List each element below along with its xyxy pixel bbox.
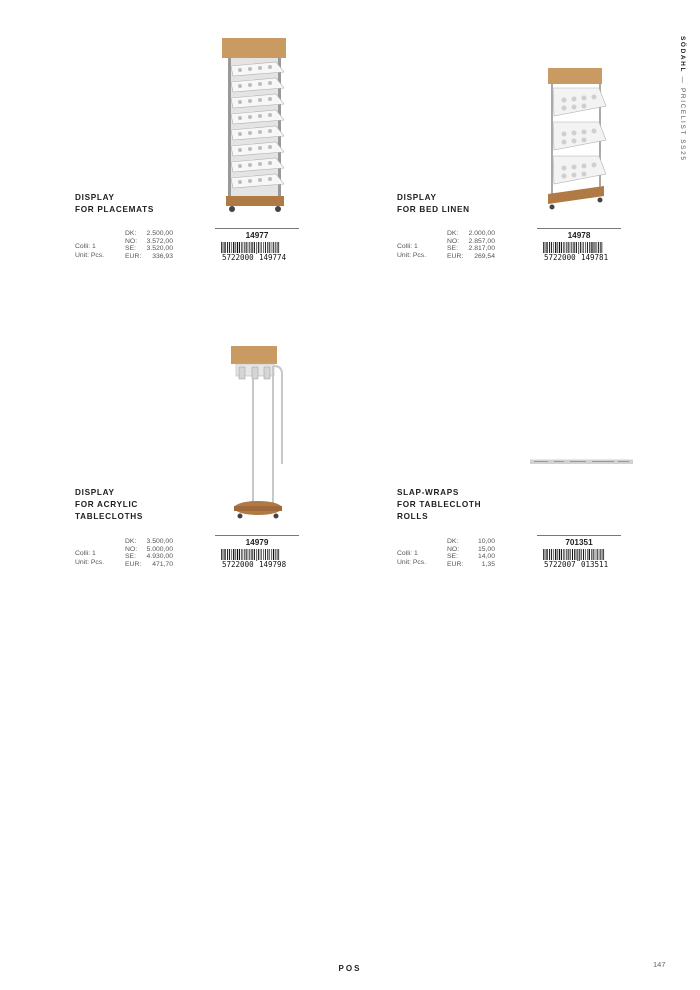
price-list xyxy=(447,230,495,261)
colli-label: Colli: 1 xyxy=(397,550,418,557)
product-code: 14979 xyxy=(245,538,269,547)
price-row: EUR: 269,54 xyxy=(447,253,495,261)
product-title-line: TABLECLOTHS xyxy=(75,512,144,521)
price-row: DK: 10,00 xyxy=(447,538,495,545)
product-title xyxy=(75,192,154,216)
divider xyxy=(537,535,621,536)
product-title xyxy=(397,192,470,216)
ean-part-a: 5722000 xyxy=(222,253,254,262)
unit-label: Unit: Pcs. xyxy=(397,252,427,259)
barcode xyxy=(542,242,616,261)
price-row: EUR: 336,93 xyxy=(125,253,173,261)
price-list xyxy=(125,230,173,261)
price-list xyxy=(447,538,495,569)
product-code: 14977 xyxy=(245,231,269,240)
unit-label: Unit: Pcs. xyxy=(75,252,105,259)
colli-unit xyxy=(397,549,426,567)
unit-label: Unit: Pcs. xyxy=(75,559,105,566)
price-row: NO: 2.857,00 xyxy=(447,237,495,245)
barcode xyxy=(542,549,616,568)
product-title-line: FOR TABLECLOTH xyxy=(397,500,482,509)
ean-part-b: 149798 xyxy=(259,560,287,569)
product-title-line: FOR BED LINEN xyxy=(397,205,470,214)
ean-part-b: 013511 xyxy=(581,560,609,569)
price-row: NO: 15,00 xyxy=(447,545,495,553)
barcode-bar xyxy=(578,242,579,254)
product-title-line: ROLLS xyxy=(397,512,429,521)
barcode-bar xyxy=(256,242,257,254)
brand-name: SÖDAHL xyxy=(679,36,686,74)
colli-unit xyxy=(397,242,426,260)
price-row: SE: 14,00 xyxy=(447,553,495,561)
price-row: EUR: 471,70 xyxy=(125,561,173,569)
product-title xyxy=(397,487,481,523)
colli-label: Colli: 1 xyxy=(397,243,418,250)
product-title-line: SLAP-WRAPS xyxy=(397,488,460,497)
catalog-name: PRICELIST SS25 xyxy=(679,87,686,162)
price-row: SE: 3.520,00 xyxy=(125,245,173,253)
product-card xyxy=(75,192,375,312)
price-row: NO: 5.000,00 xyxy=(125,545,173,553)
ean-part-a: 5722000 xyxy=(544,253,576,262)
ean-part-b: 149774 xyxy=(259,253,287,262)
colli-label: Colli: 1 xyxy=(75,243,96,250)
ean-part-a: 5722000 xyxy=(222,560,254,569)
page-number: 147 xyxy=(653,960,666,969)
price-row: EUR: 1,35 xyxy=(447,561,495,569)
ean-part-b: 149781 xyxy=(581,253,609,262)
price-row: SE: 4.930,00 xyxy=(125,553,173,561)
barcode xyxy=(220,549,294,568)
brand-separator: — xyxy=(679,73,686,88)
placemat-display-image xyxy=(218,36,290,214)
barcode-bar xyxy=(256,549,257,561)
price-list xyxy=(125,538,173,569)
price-row: DK: 3.500,00 xyxy=(125,538,173,545)
colli-unit xyxy=(75,549,104,567)
divider xyxy=(215,535,299,536)
barcode-bar xyxy=(577,549,578,561)
unit-label: Unit: Pcs. xyxy=(397,559,427,566)
price-row: NO: 3.572,00 xyxy=(125,237,173,245)
ean-part-a: 5722007 xyxy=(544,560,576,569)
price-row: SE: 2.817,00 xyxy=(447,245,495,253)
colli-label: Colli: 1 xyxy=(75,550,96,557)
product-title-line: FOR PLACEMATS xyxy=(75,205,154,214)
product-card xyxy=(397,192,697,312)
section-title: POS xyxy=(338,964,362,973)
product-card xyxy=(75,487,375,607)
product-title-line: DISPLAY xyxy=(397,193,437,202)
product-card xyxy=(397,487,697,607)
product-title-line: DISPLAY xyxy=(75,193,115,202)
price-row: DK: 2.500,00 xyxy=(125,230,173,237)
price-row: DK: 2.000,00 xyxy=(447,230,495,237)
product-title-line: FOR ACRYLIC xyxy=(75,500,139,509)
side-brand-label xyxy=(676,36,686,162)
divider xyxy=(537,228,621,229)
product-code: 701351 xyxy=(565,538,593,547)
product-title-line: DISPLAY xyxy=(75,488,115,497)
slap-wrap-strip-image xyxy=(530,457,633,467)
divider xyxy=(215,228,299,229)
barcode xyxy=(220,242,294,261)
product-code: 14978 xyxy=(567,231,591,240)
colli-unit xyxy=(75,242,104,260)
product-title xyxy=(75,487,143,523)
